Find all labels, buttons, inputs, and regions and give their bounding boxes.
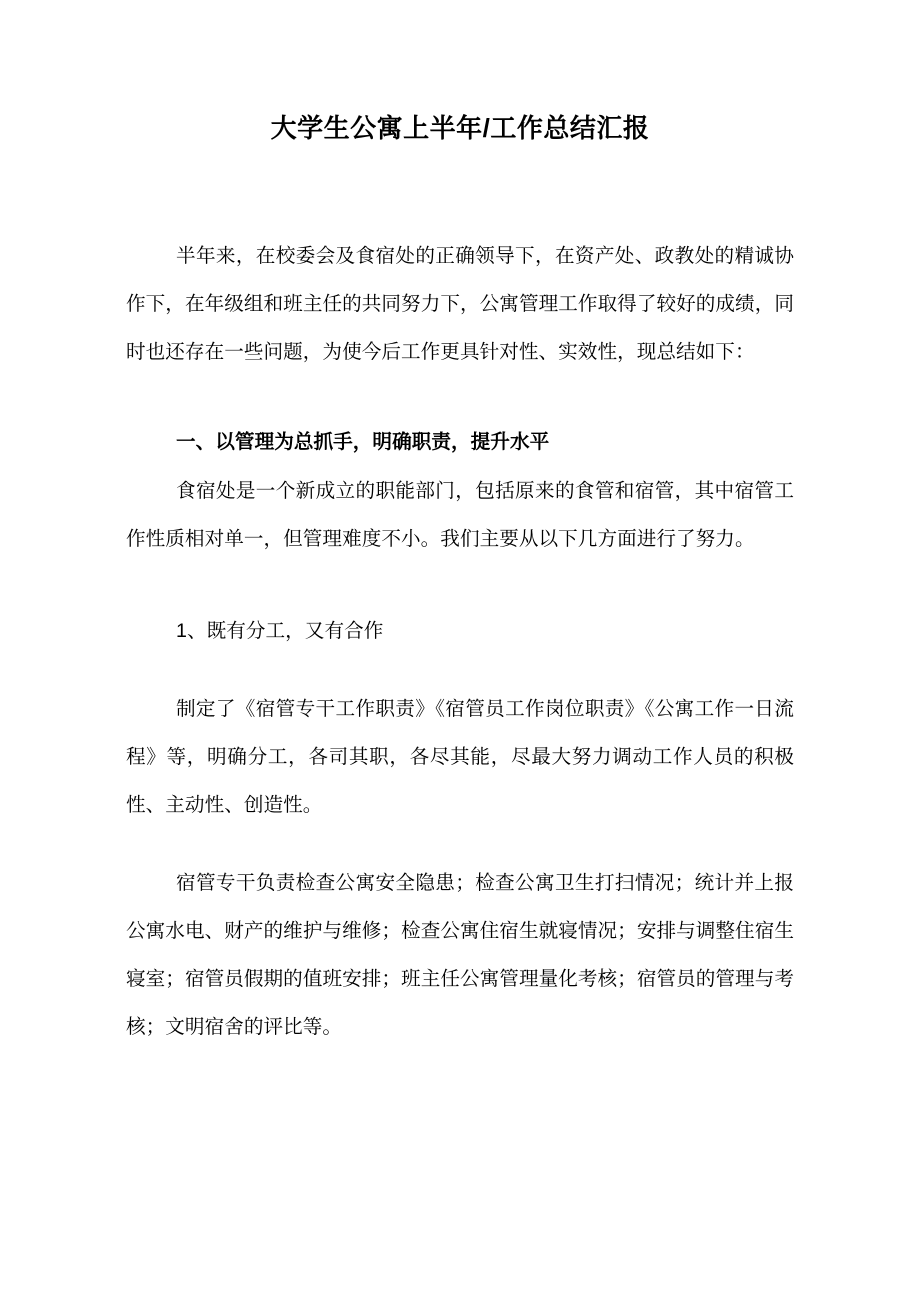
intro-paragraph: 半年来，在校委会及食宿处的正确领导下，在资产处、政教处的精诚协作下，在年级组和班主任的共同努力下，公寓管理工作取得了较好的成绩，同时也还存在一些问题，为使今后工作更具针对性、实效性，现总结如下： <box>126 245 794 363</box>
document-title: 大学生公寓上半年/工作总结汇报 <box>270 113 650 143</box>
subsection-1-heading: 1、既有分工，又有合作 <box>176 620 384 642</box>
subsection-1-paragraph-duties-list: 宿管专干负责检查公寓安全隐患；检查公寓卫生打扫情况；统计并上报公寓水电、财产的维护与维修；检查公寓住宿生就寝情况；安排与调整住宿生寝室；宿管员假期的值班安排；班主任公寓管理量化考核；宿管员的管理与考核；文明宿舍的评比等。 <box>126 872 794 1038</box>
subsection-1-paragraph-responsibilities: 制定了《宿管专干工作职责》《宿管员工作岗位职责》《公寓工作一日流程》等，明确分工，各司其职，各尽其能，尽最大努力调动工作人员的积极性、主动性、创造性。 <box>126 698 794 816</box>
section-1-paragraph: 食宿处是一个新成立的职能部门，包括原来的食管和宿管，其中宿管工作性质相对单一，但管理难度不小。我们主要从以下几方面进行了努力。 <box>126 480 794 550</box>
section-1-heading: 一、以管理为总抓手，明确职责，提升水平 <box>176 431 550 453</box>
